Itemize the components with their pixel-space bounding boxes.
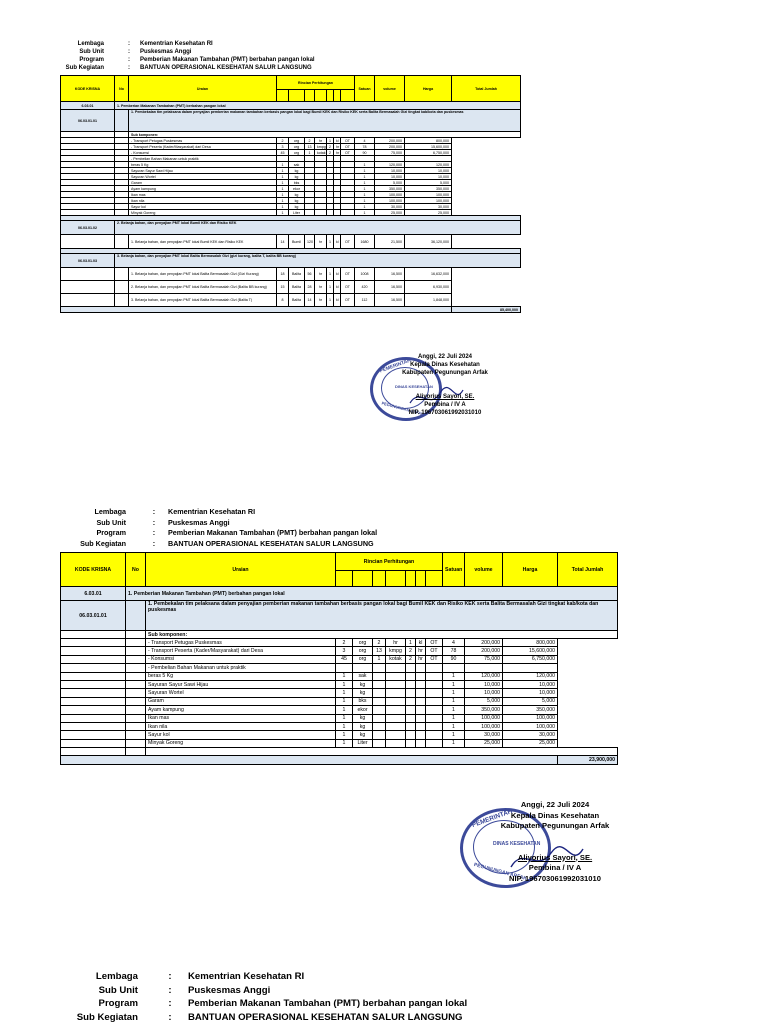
table-row: - Pembelian Bahan Makanan untuk praktik	[61, 156, 521, 162]
table-row: Garam 1 bks 1 5,000 5,000	[61, 697, 618, 705]
table-row: - Konsumsi 45 org 1 kotak 2 hr OT 90 75,000 6,750,000	[61, 150, 521, 156]
table-row: - Konsumsi 45 org 1 kotak 2 hr OT 90 75,000 6,750,000	[61, 655, 618, 663]
page2-table: KODE KRISNA No Uraian Rincian Perhitungan Satuan volume Harga Total Jumlah 6.03.01 1. Pemberian Makanan Tambahan (PMT) berbahan pangan lokal 06.03.01.01 1. Pembekalan tim pelaksana dalam penyajian pemberian makanan tambahan berbasis pangan lokal bagi Bumil KEK dan Risiko KEK serta Balita Bermasalah Gizi tingkat kab/kota dan puskesmas Sub komponen: - Transport Petugas Puskesmas 2 org 2 hr 1 kl OT 4 200,000 800,000 - Transport Peserta (Kader/Masyarakat) dari Desa 3 org 13 kmpg 2 hr OT 78 200,000 15,600,000 - Konsumsi 45 org 1 kotak 2 hr OT 90 75,000 6,750,000 - Pembelian Bahan Makanan untuk praktik beras 5 Kg 1 sak 1 120,000 120,000 Sayuran Sayur Sawi Hijau 1 kg 1 10,000 10,000 Sayuran Wortel 1 kg 1 10,000 10,000 Garam 1 bks 1 5,000 5,000 Ayam kampung 1 ekor 1 350,000 350,000 Ikan mas 1 kg 1 100,000 100,000 Ikan nila 1 kg 1 100,000 100,000 Sayur kol 1 kg 1 30,000 30,000 Minyak Goreng 1 Liter 1 25,000 25,000 23,900,000	[60, 552, 618, 765]
page1-table	[60, 75, 521, 313]
table-row: 3. Belanja bahan, dan penyajian PMT lokal Balita Bermasalah Gizi (Balita T) 8 Balita 14 hr 1 kl OT 112 16,500 1,848,000	[61, 294, 521, 307]
title-main: 1. Pemberian Makanan Tambahan (PMT) berbahan pangan lokal	[115, 102, 521, 110]
page1-header: Lembaga : Kementrian Kesehatan RI Sub Unit : Puskesmas Anggi Program : Pemberian Makanan Tambahan (PMT) berbahan pangan lokal Sub Kegiatan : BANTUAN OPERASIONAL KESEHATAN SALUR LANGSUNG	[60, 40, 520, 72]
value-lembaga: Kementrian Kesehatan RI	[140, 41, 213, 47]
th-kode: KODE KRISNA	[61, 76, 115, 102]
table-row: 1. Belanja bahan, dan penyajian PMT lokal Balita Bermasalah Gizi (Gizi Kurang) 18 Balita 56 hr 1 kl OT 1008 16,500 16,632,000	[61, 268, 521, 281]
table-row: - Transport Peserta (Kader/Masyarakat) dari Desa 3 org 13 kmpg 2 hr OT 78 200,000 15,600,000	[61, 647, 618, 655]
table-row: Sayuran Wortel 1 kg 1 10,000 10,000	[61, 174, 521, 180]
page2	[60, 507, 620, 549]
stamp-2: PEMERINTAH DINAS KESEHATAN PEGUNUNGAN ARFAK	[460, 808, 551, 888]
text-1: 1. Pembekalan tim pelaksana dalam penyajian pemberian makanan tambahan berbasis pangan lokal bagi Bumil KEK dan Risiko KEK serta Balita Bermasalah Gizi tingkat kab/kota dan puskesmas	[129, 110, 521, 132]
table-row: Sayuran Sayur Sawi Hijau 1 kg 1 10,000 10,000	[61, 680, 618, 688]
value-sub-unit: Puskesmas Anggi	[140, 49, 192, 55]
table-row: Ikan mas 1 kg 1 100,000 100,000	[61, 714, 618, 722]
code-1: 06.03.01.01	[61, 110, 115, 132]
table-row: Ayam kampung 1 ekor 1 350,000 350,000	[61, 186, 521, 192]
table-row: Sayur kol 1 kg 1 30,000 30,000	[61, 731, 618, 739]
th-harga: Harga	[405, 76, 452, 102]
table-row: - Transport Petugas Puskesmas 2 org 2 hr 1 kl OT 4 200,000 800,000	[61, 639, 618, 647]
code-3: 06.03.01.03	[61, 254, 115, 268]
table-row: Ikan mas 1 kg 1 100,000 100,000	[61, 192, 521, 198]
table-row: Sayuran Wortel 1 kg 1 10,000 10,000	[61, 689, 618, 697]
th-satuan: Satuan	[355, 76, 375, 102]
table-row: - Pembelian Bahan Makanan untuk praktik	[61, 664, 618, 672]
table-row: beras 5 Kg 1 sak 1 120,000 120,000	[61, 162, 521, 168]
page1	[60, 40, 520, 72]
label-sub-unit: Sub Unit	[79, 49, 104, 55]
code-main: 6.03.01	[61, 102, 115, 110]
stamp-1: PEMERINTAH DINAS KESEHATAN PEGUNUNGAN ARFAK	[370, 357, 442, 421]
th-rincian: Rincian Perhitungan	[277, 76, 355, 90]
label-sub-kegiatan: Sub Kegiatan	[65, 65, 104, 71]
value-program: Pemberian Makanan Tambahan (PMT) berbahan pangan lokal	[140, 57, 315, 63]
grand-total-2: 23,900,000	[558, 756, 618, 765]
table-row: Minyak Goreng 1 Liter 1 25,000 25,000	[61, 210, 521, 216]
label-program: Program	[79, 57, 104, 63]
table-row: 1. Belanja bahan, dan penyajian PMT lokal Bumil KEK dan Risiko KEK 14 Bumil 120 hr 1 kl OT 1680 21,500 36,120,000	[61, 235, 521, 249]
table-row: Minyak Goreng 1 Liter 1 25,000 25,000	[61, 739, 618, 747]
text-2: 2. Belanja bahan, dan penyajian PMT lokal Bumil KEK dan Risiko KEK	[115, 221, 521, 235]
text-3: 3. Belanja bahan, dan penyajian PMT lokal Balita Bermasalah Gizi (gizi kurang, balita T, balita BB kurang)	[115, 254, 521, 268]
table-row: Garam 1 bks 1 5,000 5,000	[61, 180, 521, 186]
th-no: No	[115, 76, 129, 102]
signature-block-1: Anggi, 22 Juli 2024 Kepala Dinas Kesehatan Kabupaten Pegunungan Arfak Aliyorius Sayori, SE. Pembina / IV A NIP. 196703061992031010	[402, 354, 488, 416]
page3-header: Lembaga : Kementrian Kesehatan RI Sub Unit : Puskesmas Anggi Program : Pemberian Makanan Tambahan (PMT) berbahan pangan lokal Sub Kegiatan : BANTUAN OPERASIONAL KESEHATAN SALUR LANGSUNG	[76, 971, 468, 1023]
page2-header: Lembaga : Kementrian Kesehatan RI Sub Unit : Puskesmas Anggi Program : Pemberian Makanan Tambahan (PMT) berbahan pangan lokal Sub Kegiatan : BANTUAN OPERASIONAL KESEHATAN SALUR LANGSUNG	[80, 507, 378, 548]
table-row: Ikan nila 1 kg 1 100,000 100,000	[61, 722, 618, 730]
table-row: Sayuran Sayur Sawi Hijau 1 kg 1 10,000 10,000	[61, 168, 521, 174]
code-2: 06.03.01.02	[61, 221, 115, 235]
table-row: - Transport Peserta (Kader/Masyarakat) dari Desa 3 org 13 kmpg 2 hr OT 78 200,000 15,600,000	[61, 144, 521, 150]
page3	[60, 970, 700, 1024]
subkomponen: Sub komponen:	[129, 132, 521, 138]
th-total: Total Jumlah	[452, 76, 521, 102]
grand-total-1: 85,400,000	[452, 307, 521, 313]
table-row: - Transport Petugas Puskesmas 2 org 2 hr 1 kl OT 4 200,000 800,000	[61, 138, 521, 144]
table-row: Sayur kol 1 kg 1 30,000 30,000	[61, 204, 521, 210]
value-sub-kegiatan: BANTUAN OPERASIONAL KESEHATAN SALUR LANGSUNG	[140, 65, 312, 71]
signature-block-2: Anggi, 22 Juli 2024 Kepala Dinas Kesehatan Kabupaten Pegunungan Arfak Aliyorius Sayori, SE. Pembina / IV A NIP. 196703061992031010	[500, 800, 610, 883]
table-row: Ayam kampung 1 ekor 1 350,000 350,000	[61, 706, 618, 714]
table-row: 2. Belanja bahan, dan penyajian PMT lokal Balita Bermasalah Gizi (Balita BB kurang) 15 Balita 28 hr 1 kl OT 420 16,500 6,930,000	[61, 281, 521, 294]
table-row: Ikan nila 1 kg 1 100,000 100,000	[61, 198, 521, 204]
th-volume: volume	[375, 76, 405, 102]
table-row: beras 5 Kg 1 sak 1 120,000 120,000	[61, 672, 618, 680]
th-uraian: Uraian	[129, 76, 277, 102]
label-lembaga: Lembaga	[77, 41, 104, 47]
